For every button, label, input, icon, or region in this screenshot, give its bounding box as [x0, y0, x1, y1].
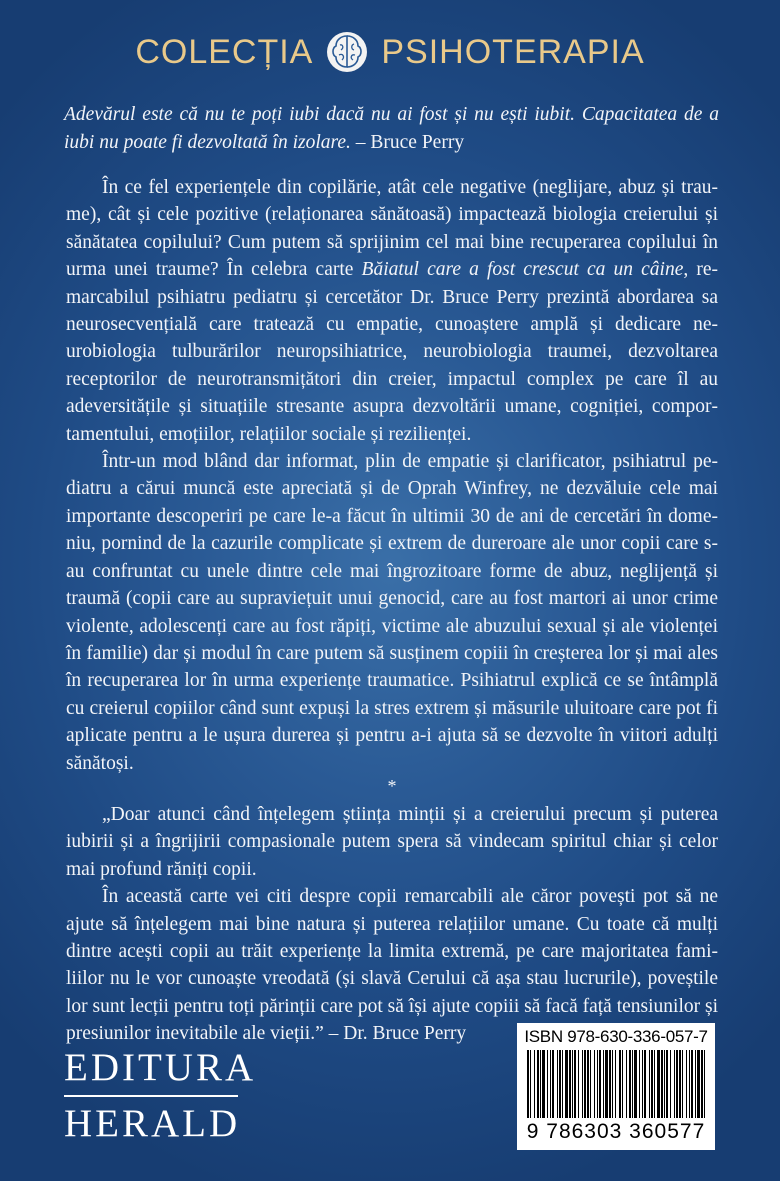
barcode-bar: [597, 1050, 598, 1118]
barcode-bar: [676, 1050, 678, 1118]
barcode-bar: [704, 1050, 705, 1118]
barcode-bar: [599, 1050, 601, 1118]
barcode-bar: [622, 1050, 623, 1118]
barcode-bar: [584, 1050, 586, 1118]
paragraph-1-start: În ce fel experiențele din copilărie, atât cele negative (neglijare, abuz și traume), cât și cele pozitive (relaționarea sănătoasă) impactează biologia creierului și sănătatea copilului? Cum putem să sprijinim cel mai bine recuperarea copilului în urma unei traume? În celebra carte: [66, 177, 718, 281]
barcode-bar: [695, 1050, 696, 1118]
epigraph-quote: [64, 101, 719, 157]
barcode-bar: [664, 1050, 665, 1118]
barcode-bar: [572, 1050, 573, 1118]
paragraph-1: [66, 174, 718, 448]
barcode-bar: [674, 1050, 675, 1118]
barcode-bar: [639, 1050, 640, 1118]
isbn-number: ISBN 978-630-336-057-7: [524, 1027, 708, 1046]
barcode-bar: [562, 1050, 563, 1118]
barcode-bar: [569, 1050, 571, 1118]
barcode-bar: [547, 1050, 548, 1118]
barcode-bar: [534, 1050, 535, 1118]
barcode-bar: [559, 1050, 561, 1118]
barcode-bar: [527, 1050, 529, 1118]
barcode-digits: 9 786303 360577: [526, 1120, 706, 1143]
barcode-bar: [682, 1050, 683, 1118]
paragraph-2: Într-un mod blând dar informat, plin de empatie și clarificator, psihiatrul pediatru a cărui muncă este apreciată și de Oprah Winfrey, ne dezvăluie cele mai importante descoperiri pe care le-a făcut în ultimii 30 de ani de cercetări în domeniu, pornind de la cazurile complicate și extrem de dureroare ale unor copii care s-au confruntat cu unele dintre cele mai îngrozitoare forme de abuz, neglijență și traumă (copii care au supraviețuit unui genocid, care au fost martori ai unor crime violente, adolescenți care au fost răpiți, victime ale abuzului sexual și ale violenței în familie) dar și modul în care putem să susținem copiii în creșterea lor și mai ales în recuperarea lor în urma experiențe traumatice. Psihiatrul explică ce se întâmplă cu creierul copiilor când sunt expuși la stres extrem și măsurile uluitoare care pot fi aplicate pentru a le ușura durerea și pentru a-i ajuta să se dezvolte în viitori adulți sănătoși.: [66, 451, 718, 774]
barcode-bar: [670, 1050, 671, 1118]
barcode-bar: [550, 1050, 551, 1118]
barcode-bar: [557, 1050, 558, 1118]
barcode-bar: [565, 1050, 568, 1118]
barcode-bar: [666, 1050, 668, 1118]
barcode-bar: [701, 1050, 703, 1118]
barcode-bar: [629, 1050, 631, 1118]
series-label: PSIHOTERAPIA: [381, 32, 645, 71]
barcode-bar: [626, 1050, 627, 1118]
barcode-bar: [542, 1050, 545, 1118]
barcode-bar: [574, 1050, 576, 1118]
publisher-line-1: EDITURA: [64, 1046, 257, 1089]
barcode-bar: [651, 1050, 653, 1118]
barcode-bar: [642, 1050, 643, 1118]
paragraph-4: În această carte vei citi despre copii remarcabili ale căror povești pot să ne ajute să înțelegem mai bine natura și puterea relațiilor umane. Cu toate că mulți dintre acești copii au trăit experiențe la limita extremă, pe care majoritatea familiilor nu le vor cunoaște vreodată (și slavă Cerului că așa stau lucrurile), poveștile lor sunt lecții pentru toți părinții care pot să își ajute copiii să facă față tensiunilor și presiunilor inevitabile ale vieții.” – Dr. Bruce Perry: [66, 886, 718, 1045]
barcode-bar: [590, 1050, 591, 1118]
barcode-bar: [686, 1050, 687, 1118]
section-separator: *: [387, 775, 397, 796]
barcode-bar: [582, 1050, 583, 1118]
barcode-bar: [587, 1050, 589, 1118]
publisher-line-2: HERALD: [64, 1102, 241, 1145]
publisher-divider: [64, 1095, 238, 1097]
barcode-bar: [697, 1050, 700, 1118]
barcode-bar: [689, 1050, 690, 1118]
barcode-bar: [578, 1050, 579, 1118]
quote-text: Adevărul este că nu te poți iubi dacă nu ai fost și nu ești iubit. Capacitatea de a iubi nu poate fi dezvoltată în izolare.: [64, 104, 719, 153]
isbn-barcode: [517, 1023, 715, 1150]
publisher-logo: [64, 1046, 257, 1145]
barcode-bar: [632, 1050, 633, 1118]
barcode-bar: [654, 1050, 655, 1118]
barcode-bar: [661, 1050, 663, 1118]
barcode-bar: [552, 1050, 554, 1118]
barcode-bar: [594, 1050, 595, 1118]
barcode-bar: [615, 1050, 616, 1118]
barcode-bar: [657, 1050, 660, 1118]
barcode-bar: [691, 1050, 693, 1118]
barcode-bar: [540, 1050, 541, 1118]
barcode-bar: [644, 1050, 646, 1118]
collection-label: COLECȚIA: [135, 32, 314, 71]
back-cover-text: [66, 174, 718, 1048]
barcode-bar: [649, 1050, 650, 1118]
barcode-bar: [612, 1050, 613, 1118]
barcode-bar: [537, 1050, 539, 1118]
paragraph-1-end: , remarcabilul psihiatru pediatru și cercetător Dr. Bruce Perry prezintă abordarea sa neurosecvențială care tratează cu empatie, cunoaștere amplă și dedicare neurobiologia tulburărilor neuropsihiatrice, neurobiologia traumei, dezvoltarea receptorilor de neurotransmițători din creier, impactul complex pe care îl au adeversitățile și situațiile stresante asupra dezvoltării umane, cogniției, comportamentului, emoțiilor, relațiilor sociale și rezilienței.: [66, 259, 719, 445]
barcode-bar: [619, 1050, 621, 1118]
barcode-bar: [679, 1050, 681, 1118]
quote-author: – Bruce Perry: [355, 132, 465, 153]
barcode-bar: [605, 1050, 608, 1118]
paragraph-3: „Doar atunci când înțelegem știința minții și a creierului precum și puterea iubirii și a îngrijirii compasionale putem spera să vindecam spiritul chiar și celor mai profund răniți copii.: [66, 803, 718, 880]
brain-icon: [325, 30, 369, 74]
barcode-bar: [609, 1050, 611, 1118]
barcode-bars: [525, 1050, 707, 1120]
barcode-bar: [634, 1050, 637, 1118]
barcode-bar: [530, 1050, 531, 1118]
collection-header: [0, 30, 780, 74]
book-title: Băiatul care a fost crescut ca un câine: [361, 259, 684, 281]
barcode-bar: [603, 1050, 604, 1118]
